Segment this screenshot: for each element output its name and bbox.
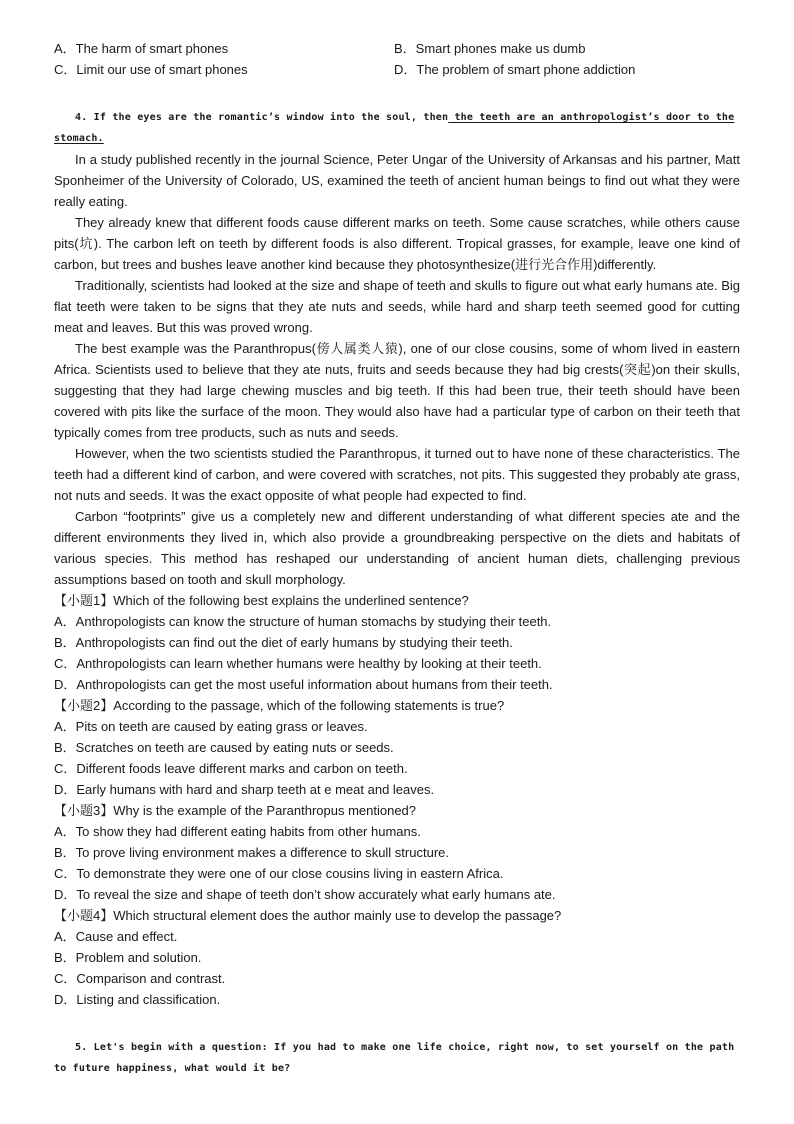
underlined-sentence: the teeth are an anthropologist’s door to the stomach. <box>54 112 735 144</box>
sub-question-4 <box>54 905 740 1010</box>
sub-question-4-stem: 【小题4】Which structural element does the author mainly use to develop the passage? <box>54 908 562 923</box>
passage-paragraph-1: In a study published recently in the journal Science, Peter Ungar of the University of Arkansas and his partner, Matt Sponheimer of the University of Colorado, US, examined the teeth of ancient human beings to find out what they were really eating. <box>54 152 740 209</box>
sub-question-2-option-a: A．Pits on teeth are caused by eating grass or leaves. <box>54 719 368 734</box>
sub-question-2-stem: 【小题2】According to the passage, which of the following statements is true? <box>54 698 505 713</box>
sub-question-3 <box>54 800 740 905</box>
passage-paragraph-6: Carbon “footprints” give us a completely new and different understanding of what different species ate and the different environments they lived in, which also provide a groundbreaking perspective on the diets and habitats of various species. This method has reshaped our understanding of ancient human diets, challenging previous assumptions based on tooth and skull morphology. <box>54 509 740 587</box>
passage-paragraph-2: They already knew that different foods cause different marks on teeth. Some cause scratches, while others cause pits(坑). The carbon left on teeth by different foods is also different. Tropical grasses, for example, leave one kind of carbon, but trees and bushes leave another kind because they photosynthesize(进行光合作用)differently. <box>54 215 740 272</box>
prev-option-a: A．The harm of smart phones <box>54 41 229 56</box>
question-5-intro: 5. Let's begin with a question: If you had to make one life choice, right now, to set yourself on the path to future happiness, what would it be? <box>54 1042 735 1074</box>
prev-options-row-1 <box>54 38 740 59</box>
sub-question-1-option-a: A．Anthropologists can know the structure of human stomachs by studying their teeth. <box>54 614 552 629</box>
passage-paragraph-5: However, when the two scientists studied the Paranthropus, it turned out to have none of these characteristics. The teeth had a different kind of carbon, and were covered with scratches, not pits. This suggested they probably ate grass, not nuts and seeds. It was the exact opposite of what people had expected to find. <box>54 446 740 503</box>
prev-option-c: C．Limit our use of smart phones <box>54 62 248 77</box>
prev-option-d: D．The problem of smart phone addiction <box>394 62 636 77</box>
sub-question-1-option-b: B．Anthropologists can find out the diet of early humans by studying their teeth. <box>54 635 513 650</box>
prev-options-row-2 <box>54 59 740 80</box>
prev-option-b: B．Smart phones make us dumb <box>394 41 586 56</box>
sub-question-1-option-d: D．Anthropologists can get the most useful information about humans from their teeth. <box>54 677 553 692</box>
sub-question-4-option-a: A．Cause and effect. <box>54 929 178 944</box>
passage-paragraph-3: Traditionally, scientists had looked at the size and shape of teeth and skulls to figure out what early humans ate. Big flat teeth were taken to be signs that they ate nuts and seeds, while hard and sharp teeth seemed good for cutting meat and leaves. But this was proved wrong. <box>54 278 740 335</box>
sub-question-1-option-c: C．Anthropologists can learn whether humans were healthy by looking at their teeth. <box>54 656 542 671</box>
sub-question-3-stem: 【小题3】Why is the example of the Paranthropus mentioned? <box>54 803 417 818</box>
sub-question-1 <box>54 590 740 695</box>
sub-question-3-option-c: C．To demonstrate they were one of our close cousins living in eastern Africa. <box>54 866 504 881</box>
document-page <box>54 38 740 1079</box>
sub-question-1-stem: 【小题1】Which of the following best explains the underlined sentence? <box>54 593 469 608</box>
sub-question-2-option-d: D．Early humans with hard and sharp teeth at e meat and leaves. <box>54 782 435 797</box>
sub-question-2-option-b: B．Scratches on teeth are caused by eating nuts or seeds. <box>54 740 394 755</box>
question-4-intro-plain: 4. If the eyes are the romantic’s window into the soul, then <box>75 112 449 123</box>
passage-paragraph-4: The best example was the Paranthropus(傍人属类人猿), one of our close cousins, some of whom lived in eastern Africa. Scientists used to believe that they ate nuts, fruits and seeds because they had big crests(突起)on their skulls, suggesting that they had large chewing muscles and big teeth. If this had been true, their teeth should have been covered with pits like the surface of the moon. They would also have had a particular type of carbon on their teeth that typically comes from tree products, such as nuts and seeds. <box>54 341 740 440</box>
sub-question-2 <box>54 695 740 800</box>
sub-question-4-option-d: D．Listing and classification. <box>54 992 221 1007</box>
sub-question-4-option-b: B．Problem and solution. <box>54 950 202 965</box>
sub-question-3-option-d: D．To reveal the size and shape of teeth don’t show accurately what early humans ate. <box>54 887 556 902</box>
question-4-intro <box>54 107 740 149</box>
sub-question-4-option-c: C．Comparison and contrast. <box>54 971 226 986</box>
sub-question-3-option-a: A．To show they had different eating habits from other humans. <box>54 824 421 839</box>
sub-question-2-option-c: C．Different foods leave different marks and carbon on teeth. <box>54 761 408 776</box>
sub-question-3-option-b: B．To prove living environment makes a difference to skull structure. <box>54 845 449 860</box>
